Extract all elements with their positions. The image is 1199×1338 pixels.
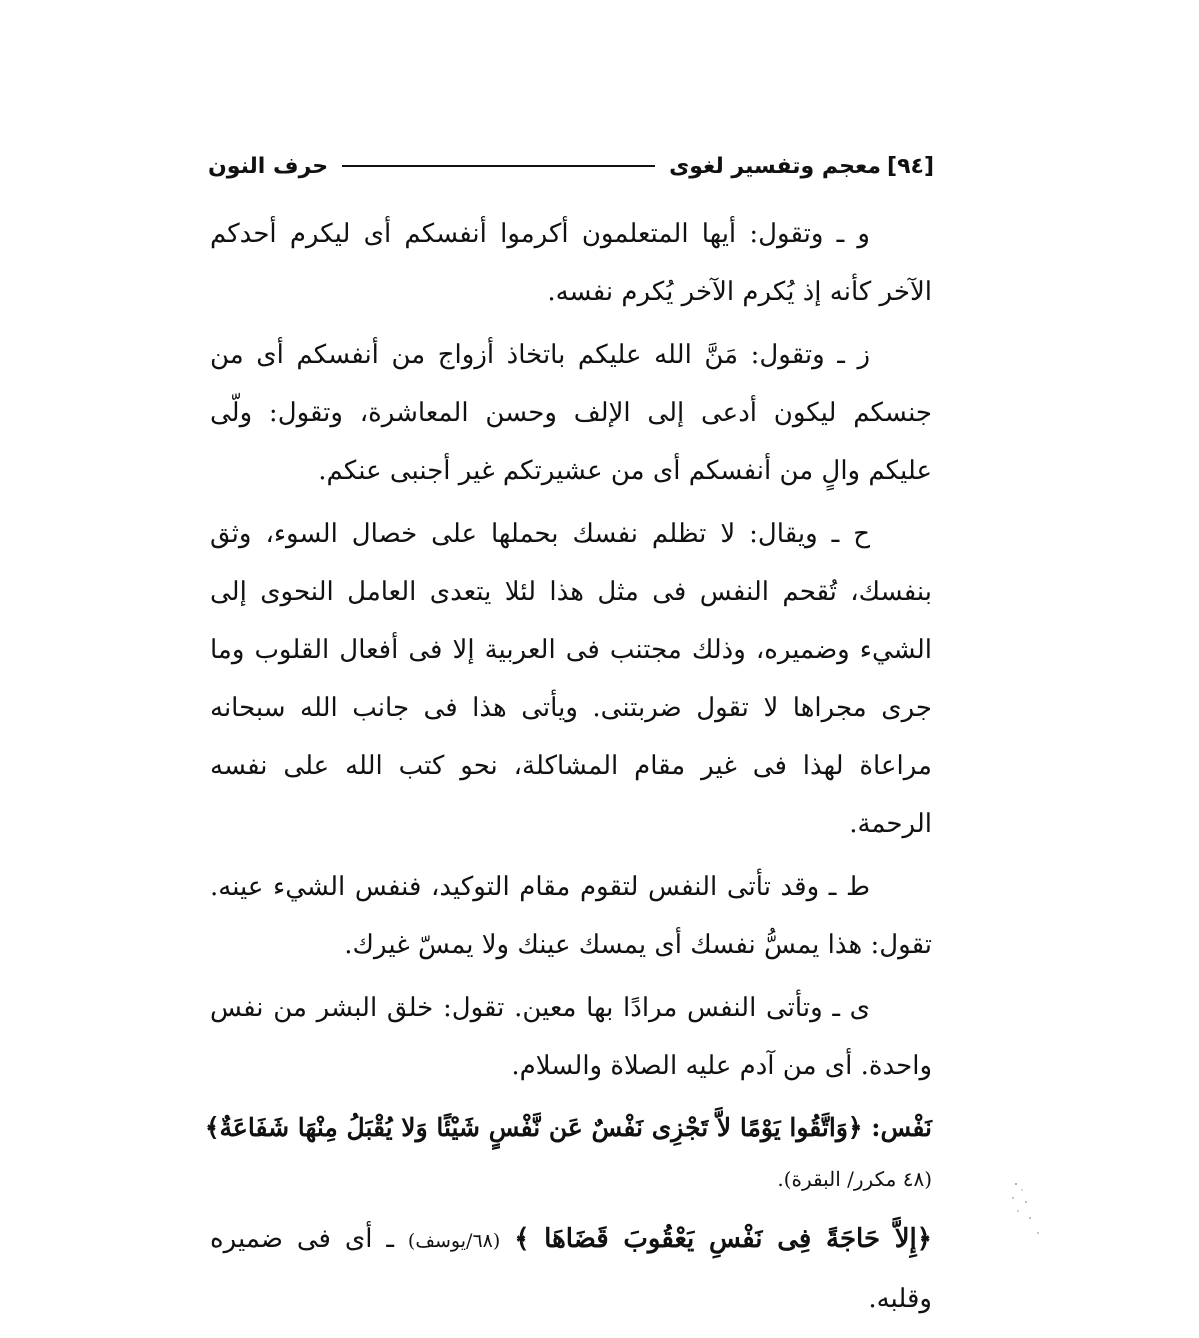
page-header (208, 148, 934, 184)
paragraph-ta: ط ـ وقد تأتى النفس لتقوم مقام التوكيد، فنفس الشيء عينه. تقول: هذا يمسُّ نفسك أى يمسك عينك ولا يمسّ غيرك. (210, 872, 932, 960)
verse-entry (204, 1100, 932, 1156)
entry-headword: نَفْس: (871, 1113, 932, 1142)
page-number: [٩٤] (887, 153, 934, 179)
paragraph-zay: ز ـ وتقول: مَنَّ الله عليكم باتخاذ أزواج من أنفسكم أى من جنسكم ليكون أدعى إلى الإلف وحسن المعاشرة، وتقول: ولّى عليكم والٍ من أنفسكم أى من عشيرتكم غير أجنبى عنكم. (210, 340, 932, 486)
header-rule (342, 165, 655, 167)
section-title: حرف النون (208, 153, 329, 179)
verse-citation-yusuf: (٦٨/يوسف) (407, 1230, 501, 1252)
paragraph-waw: و ـ وتقول: أيها المتعلمون أكرموا أنفسكم أى ليكرم أحدكم الآخر كأنه إذ يُكرم الآخر يُكرم نفسه. (210, 219, 932, 307)
verse-citation: (٤٨ مكرر/ البقرة). (777, 1167, 932, 1191)
quran-verse-yusuf: ﴿إِلاَّ حَاجَةً فِى نَفْسِ يَعْقُوبَ قَضَاهَا ﴾ (514, 1224, 933, 1254)
paragraph-ha: ح ـ ويقال: لا تظلم نفسك بحملها على خصال السوء، وثق بنفسك، تُقحم النفس فى مثل هذا لئلا يتعدى العامل النحوى إلى الشيء وضميره، وذلك مجتنب فى العربية إلا فى أفعال القلوب وما جرى مجراها لا تقول ضربتنى. ويأتى هذا فى جانب الله سبحانه مراعاة لهذا فى غير مقام المشاكلة، نحو كتب الله على نفسه الرحمة. (210, 519, 932, 839)
paragraph-ya: ى ـ وتأتى النفس مرادًا بها معين. تقول: خلق البشر من نفس واحدة. أى من آدم عليه الصلاة والسلام. (210, 993, 932, 1081)
body-text (204, 205, 933, 1333)
quran-verse: ﴿وَاتَّقُوا يَوْمًا لاَّ تَجْزِى نَفْسٌ عَن نَّفْسٍ شَيْئًا وَلا يُقْبَلُ مِنْهَا شَفَاعَةٌ﴾ (204, 1113, 863, 1142)
scan-specks (1008, 1178, 1048, 1248)
book-title: معجم وتفسير لغوى (669, 153, 882, 179)
last-entry (210, 1210, 932, 1328)
verse-explanation: ـ أى فى ضميره وقلبه. (210, 1224, 932, 1314)
